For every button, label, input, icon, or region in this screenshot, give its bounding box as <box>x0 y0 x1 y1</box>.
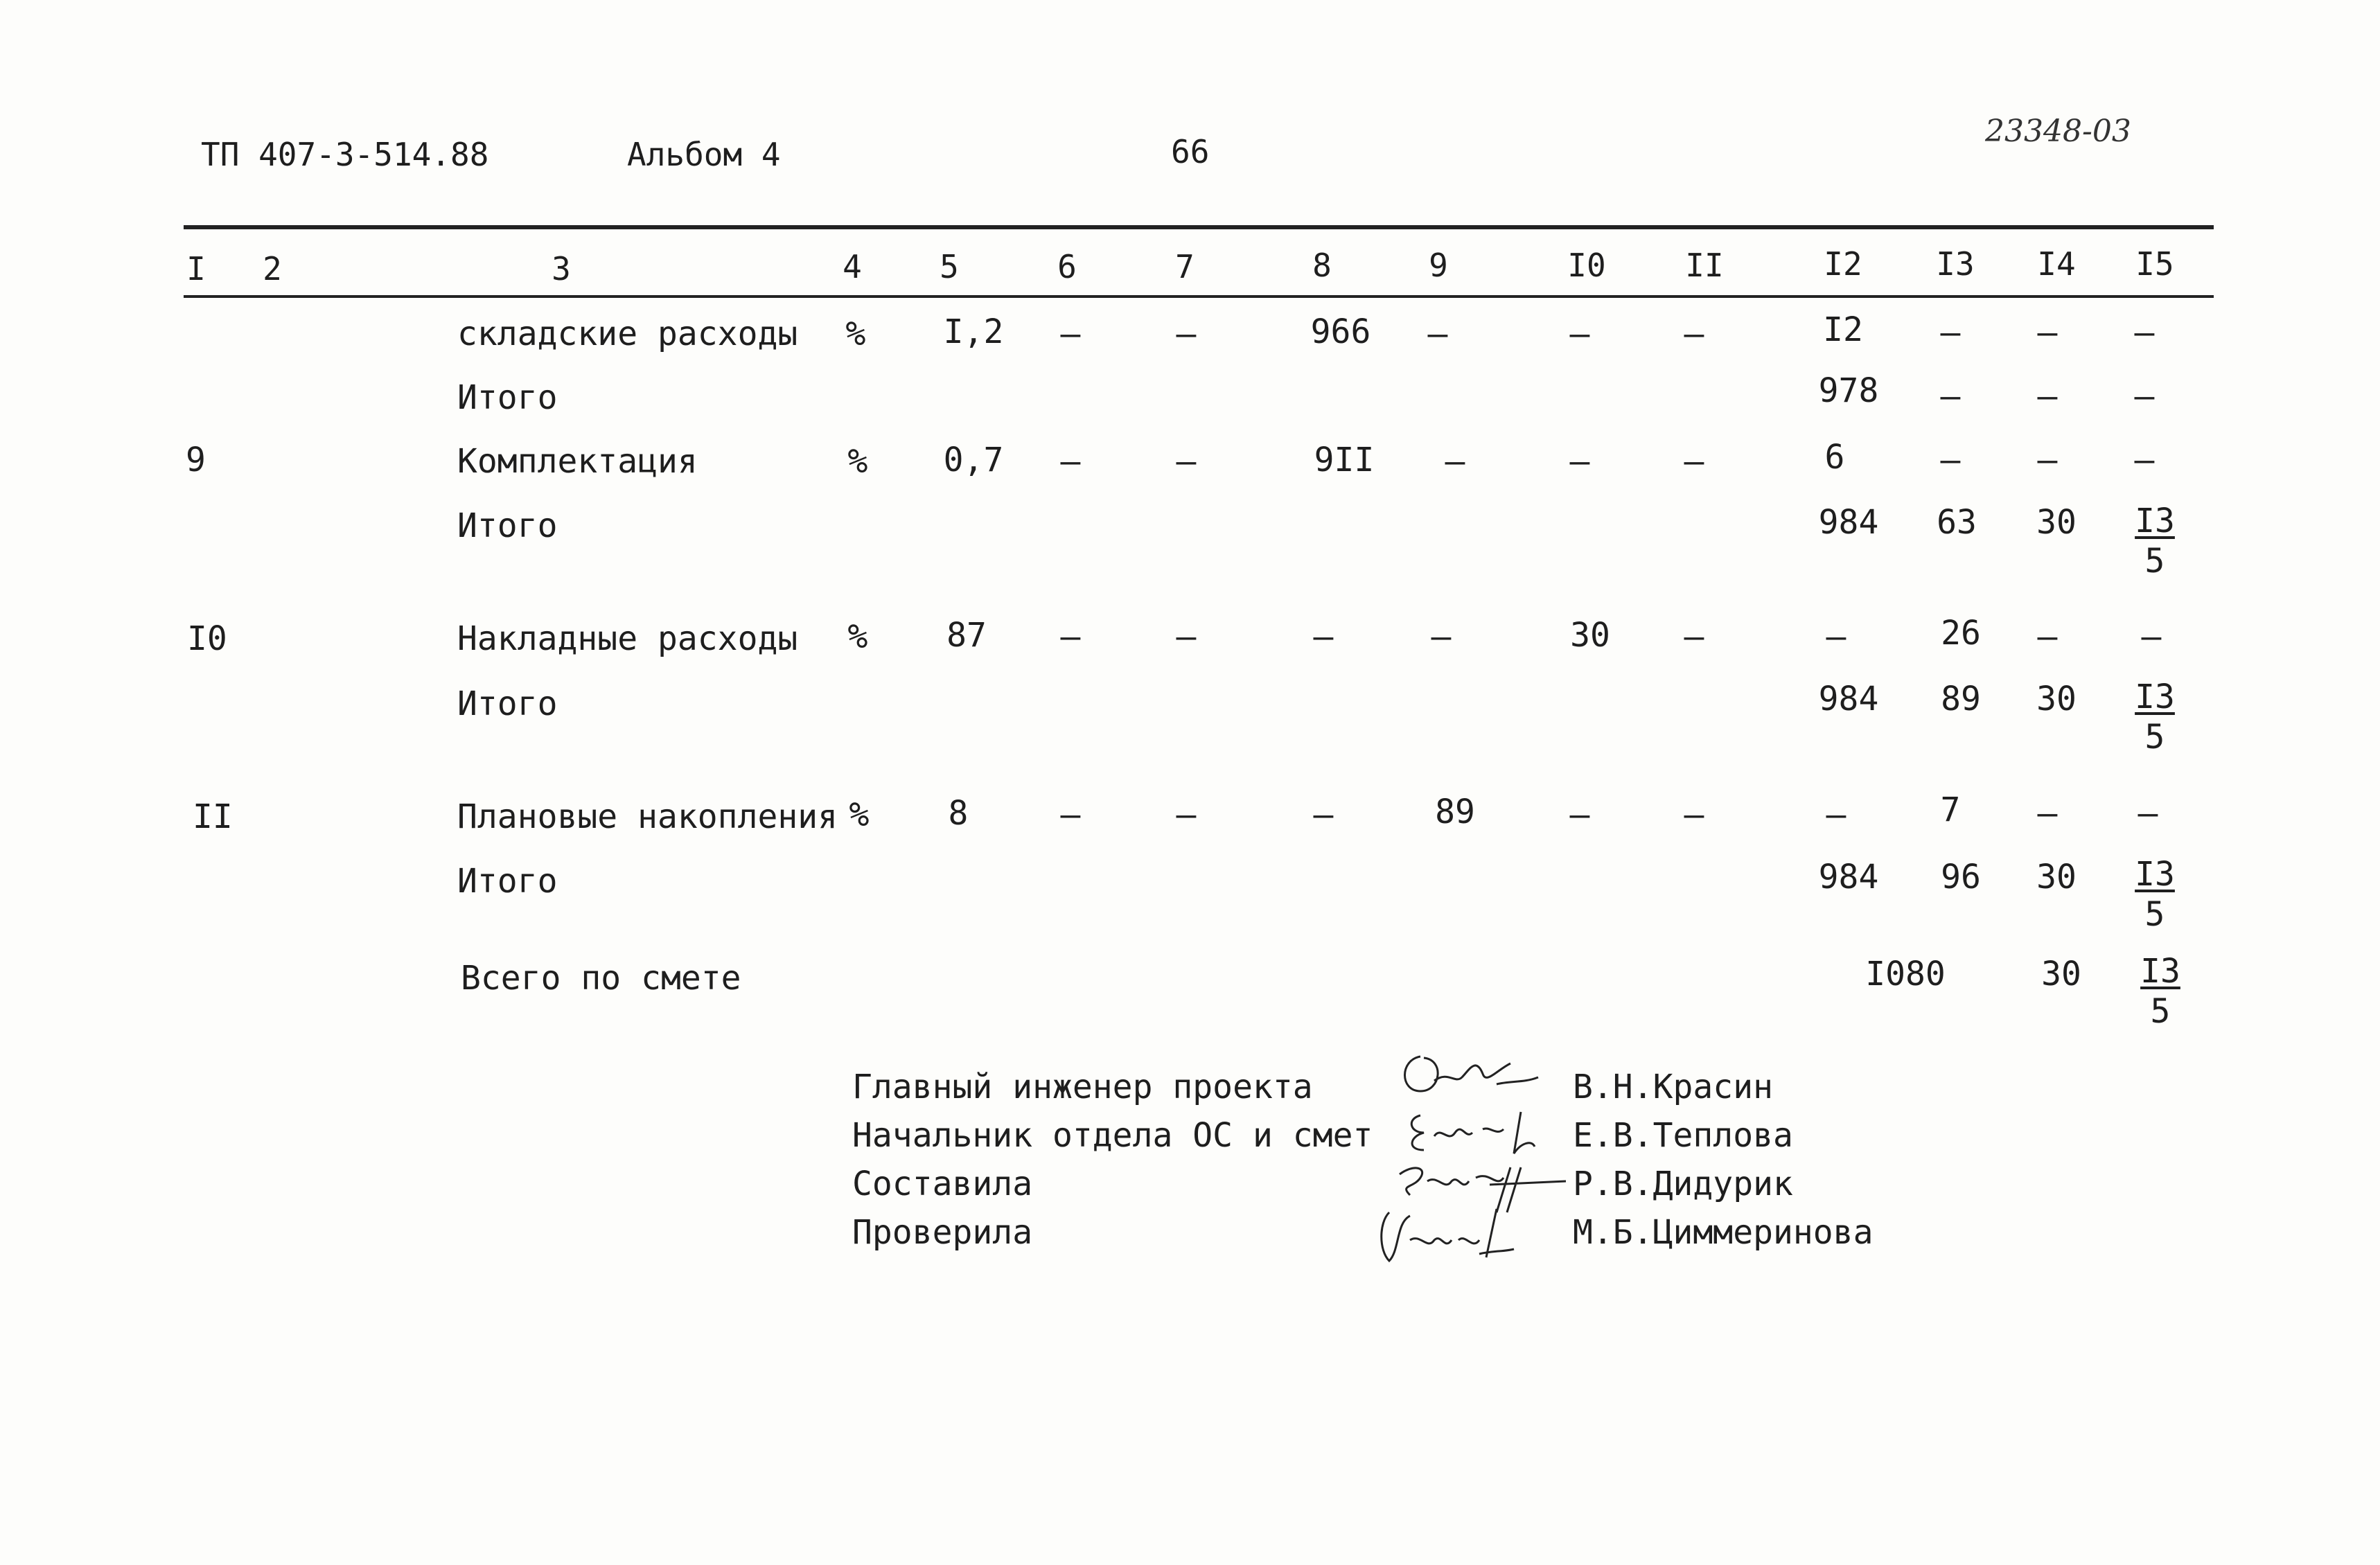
cell-c12: I2 <box>1823 310 1863 349</box>
cell-c12: 984 <box>1818 858 1879 896</box>
table-header-rule <box>184 295 2214 298</box>
cell-c7: – <box>1176 315 1197 353</box>
row-unit: % <box>847 442 868 481</box>
handwritten-signature-2 <box>1400 1105 1552 1160</box>
col-num-8: 8 <box>1312 247 1332 284</box>
cell-c11: – <box>1684 442 1704 481</box>
cell-c6: – <box>1060 795 1081 834</box>
cell-c12: 984 <box>1818 680 1879 718</box>
fraction-denominator: 5 <box>2150 992 2171 1031</box>
cell-c9: 89 <box>1435 793 1475 831</box>
cell-c15-fraction <box>2122 952 2198 1031</box>
fraction-denominator: 5 <box>2144 718 2165 757</box>
cell-c14: – <box>2037 441 2058 479</box>
row-number: 9 <box>186 441 206 479</box>
row-description: Итого <box>457 378 558 417</box>
cell-c6: – <box>1060 442 1081 481</box>
fraction-numerator: I3 <box>2135 855 2175 894</box>
row-description: складские расходы <box>457 315 798 353</box>
col-num-5: 5 <box>940 248 959 285</box>
cell-c11: – <box>1684 315 1704 353</box>
cell-c8: – <box>1313 617 1334 656</box>
col-num-1: I <box>186 250 206 288</box>
cell-c9: – <box>1427 315 1448 353</box>
row-unit: % <box>845 315 866 353</box>
row-description: Всего по смете <box>461 959 741 998</box>
cell-c10: – <box>1569 442 1590 481</box>
cell-c12: 978 <box>1818 371 1879 410</box>
row-rate: 0,7 <box>943 441 1004 479</box>
row-description: Итого <box>457 506 558 545</box>
row-rate: 87 <box>946 616 987 655</box>
col-num-11: II <box>1685 247 1724 284</box>
cell-c14: 30 <box>2041 955 2081 993</box>
row-unit: % <box>847 617 868 656</box>
cell-c8: 966 <box>1310 312 1371 351</box>
row-description: Накладные расходы <box>457 619 798 658</box>
cell-c15-fraction <box>2117 855 2193 934</box>
row-description: Итого <box>457 862 558 901</box>
col-num-2: 2 <box>263 250 282 288</box>
cell-c6: – <box>1060 617 1081 656</box>
cell-c10: – <box>1569 795 1590 834</box>
cell-c13: – <box>1940 313 1961 352</box>
signature-name: М.Б.Циммеринова <box>1573 1213 1874 1252</box>
handwritten-signature-4 <box>1368 1202 1521 1268</box>
cell-c15: – <box>2141 617 2162 656</box>
cell-c8: – <box>1313 795 1334 834</box>
cell-c11: – <box>1684 617 1704 656</box>
cell-c13: 89 <box>1941 680 1981 718</box>
row-unit: % <box>849 795 870 834</box>
cell-c13: 63 <box>1937 503 1977 542</box>
cell-c9: – <box>1445 442 1465 481</box>
signature-role: Начальник отдела ОС и смет <box>852 1116 1373 1155</box>
cell-c10: 30 <box>1570 616 1610 655</box>
row-description: Комплектация <box>457 442 698 481</box>
cell-c6: – <box>1060 315 1081 353</box>
cell-c9: – <box>1431 617 1452 656</box>
album-label: Альбом 4 <box>627 136 781 173</box>
handwritten-signature-1 <box>1393 1043 1552 1105</box>
cell-c12: 6 <box>1824 438 1845 477</box>
fraction-denominator: 5 <box>2144 542 2165 581</box>
cell-c15-fraction <box>2117 678 2193 757</box>
cell-c13: 26 <box>1941 614 1981 653</box>
cell-c10: – <box>1569 315 1590 353</box>
signature-name: Е.В.Теплова <box>1573 1116 1793 1155</box>
col-num-14: I4 <box>2037 245 2076 283</box>
cell-c12-13: I080 <box>1865 955 1946 993</box>
cell-c7: – <box>1176 795 1197 834</box>
col-num-6: 6 <box>1057 248 1077 285</box>
cell-c14: 30 <box>2036 503 2077 542</box>
cell-c15-fraction <box>2117 502 2193 581</box>
row-rate: I,2 <box>943 312 1004 351</box>
cell-c15: – <box>2134 313 2155 352</box>
col-num-3: 3 <box>552 250 571 288</box>
cell-c13: – <box>1940 377 1961 416</box>
col-num-13: I3 <box>1936 245 1975 283</box>
cell-c13: 96 <box>1941 858 1981 896</box>
fraction-denominator: 5 <box>2144 895 2165 934</box>
inventory-number: 23348-03 <box>1985 114 2131 149</box>
signature-role: Проверила <box>852 1213 1033 1252</box>
cell-c12: 984 <box>1818 503 1879 542</box>
row-number: I0 <box>187 619 227 658</box>
cell-c13: 7 <box>1940 790 1961 829</box>
cell-c7: – <box>1176 617 1197 656</box>
cell-c12: – <box>1826 795 1846 834</box>
row-description: Итого <box>457 684 558 723</box>
document-code: ТП 407-3-514.88 <box>201 136 489 173</box>
cell-c7: – <box>1176 442 1197 481</box>
cell-c14: 30 <box>2036 858 2077 896</box>
col-num-10: I0 <box>1567 247 1606 284</box>
cell-c15: – <box>2134 441 2155 479</box>
cell-c14: – <box>2037 794 2058 833</box>
fraction-numerator: I3 <box>2135 678 2175 716</box>
cell-c14: 30 <box>2036 680 2077 718</box>
cell-c14: – <box>2037 377 2058 416</box>
col-num-12: I2 <box>1824 245 1862 283</box>
col-num-9: 9 <box>1429 247 1448 284</box>
cell-c13: – <box>1940 441 1961 479</box>
cell-c11: – <box>1684 795 1704 834</box>
signature-name: В.Н.Красин <box>1573 1068 1773 1106</box>
row-number: II <box>193 797 233 836</box>
row-description: Плановые накопления <box>457 797 838 836</box>
page-number: 66 <box>1171 133 1210 170</box>
fraction-numerator: I3 <box>2140 952 2180 991</box>
cell-c12: – <box>1826 617 1846 656</box>
cell-c15: – <box>2137 794 2158 833</box>
fraction-numerator: I3 <box>2135 502 2175 540</box>
signature-role: Главный инженер проекта <box>852 1068 1313 1106</box>
col-num-7: 7 <box>1175 248 1195 285</box>
cell-c15: – <box>2134 377 2155 416</box>
table-top-rule <box>184 225 2214 229</box>
cell-c14: – <box>2037 617 2058 656</box>
col-num-15: I5 <box>2135 245 2174 283</box>
row-rate: 8 <box>948 794 969 833</box>
col-num-4: 4 <box>843 248 862 285</box>
signature-name: Р.В.Дидурик <box>1573 1165 1793 1203</box>
cell-c14: – <box>2037 313 2058 352</box>
cell-c8: 9II <box>1314 441 1375 479</box>
signature-role: Составила <box>852 1165 1033 1203</box>
